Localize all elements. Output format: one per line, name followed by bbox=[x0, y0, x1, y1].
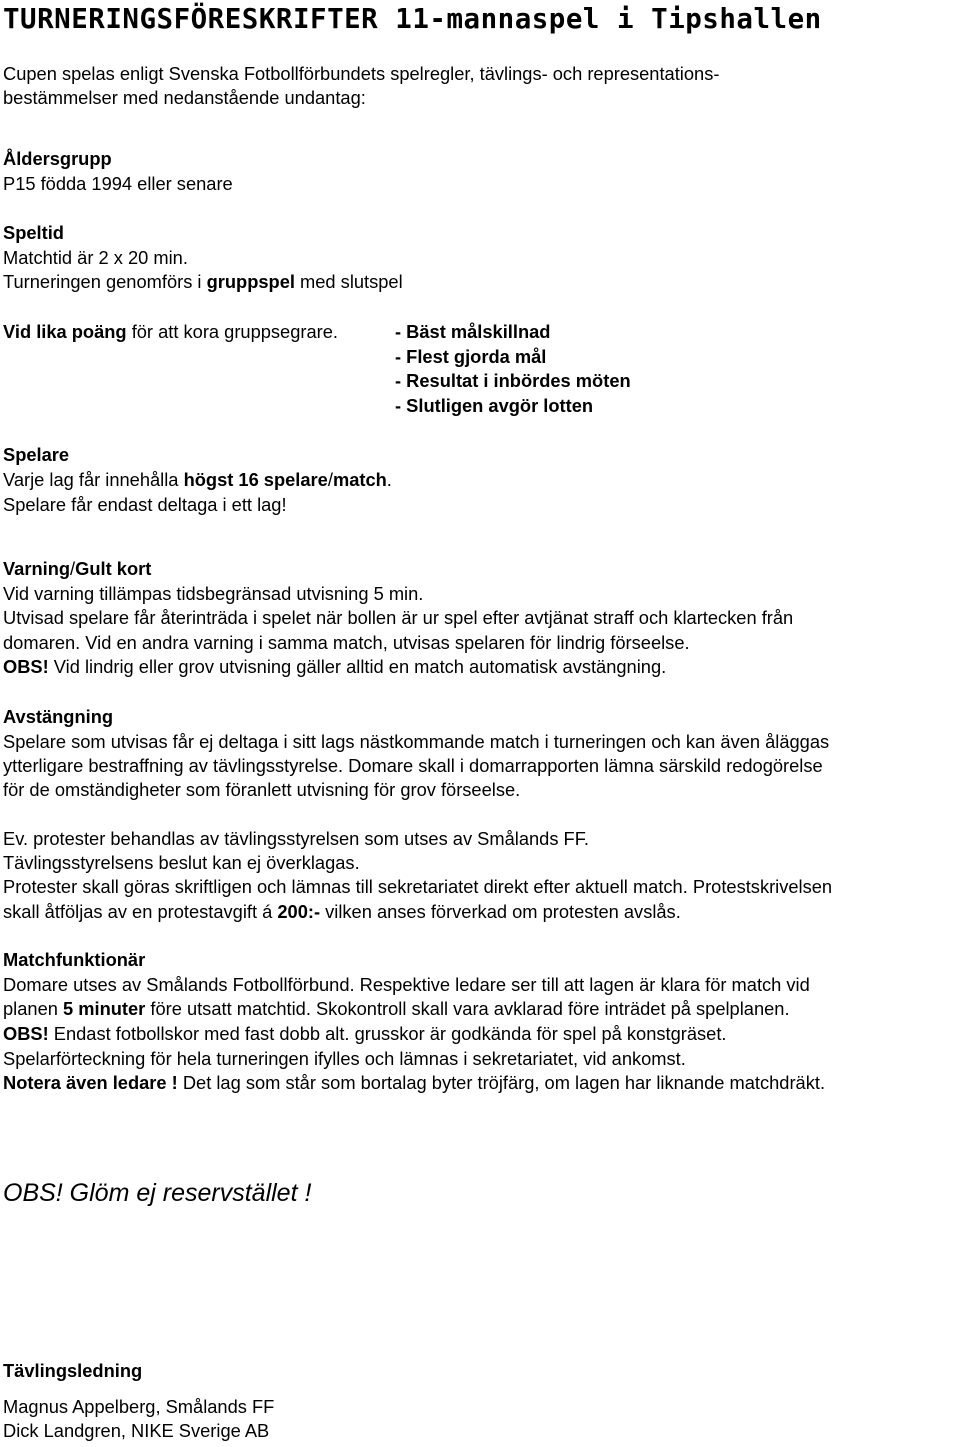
suspension-line-2: ytterligare bestraffning av tävlingsstyrelse. Domare skall i domarrapporten lämna särskild redogörelse bbox=[3, 755, 823, 776]
tiebreak-criterion: - Resultat i inbördes möten bbox=[395, 370, 631, 391]
tiebreak-criterion: - Slutligen avgör lotten bbox=[395, 395, 594, 416]
players-heading: Spelare bbox=[3, 444, 70, 465]
format-text: Turneringen genomförs i gruppspel med slutspel bbox=[3, 271, 403, 292]
officials-heading: Matchfunktionär bbox=[3, 949, 146, 970]
protests-line-1: Ev. protester behandlas av tävlingsstyrelsen som utses av Smålands FF. bbox=[3, 828, 589, 849]
officials-line-3: OBS! Endast fotbollskor med fast dobb alt. grusskor är godkända för spel på konstgräset. bbox=[3, 1023, 727, 1044]
warning-line-4: OBS! Vid lindrig eller grov utvisning gäller alltid en match automatisk avstängning. bbox=[3, 656, 667, 677]
age-heading: Åldersgrupp bbox=[3, 148, 112, 169]
protests-line-2: Tävlingsstyrelsens beslut kan ej överklagas. bbox=[3, 852, 360, 873]
suspension-line-3: för de omständigheter som föranlett utvisning för grov förseelse. bbox=[3, 779, 521, 800]
warning-line-3: domaren. Vid en andra varning i samma match, utvisas spelaren för lindrig förseelse. bbox=[3, 632, 690, 653]
protests-line-3: Protester skall göras skriftligen och lämnas till sekretariatet direkt efter aktuell match. Protestskrivelsen bbox=[3, 876, 833, 897]
age-text: P15 födda 1994 eller senare bbox=[3, 173, 233, 194]
officials-line-4: Spelarförteckning för hela turneringen ifylles och lämnas i sekretariatet, vid ankomst. bbox=[3, 1048, 686, 1069]
warning-line-1: Vid varning tillämpas tidsbegränsad utvisning 5 min. bbox=[3, 583, 424, 604]
players-one-team-text: Spelare får endast deltaga i ett lag! bbox=[3, 494, 287, 515]
players-limit-text: Varje lag får innehålla högst 16 spelare/match. bbox=[3, 469, 392, 490]
management-heading: Tävlingsledning bbox=[3, 1360, 143, 1381]
match-time-text: Matchtid är 2 x 20 min. bbox=[3, 247, 188, 268]
officials-line-2: planen 5 minuter före utsatt matchtid. Skokontroll skall vara avklarad före inträdet på spelplanen. bbox=[3, 998, 790, 1019]
suspension-heading: Avstängning bbox=[3, 706, 114, 727]
warning-heading: Varning/Gult kort bbox=[3, 558, 152, 579]
tiebreak-text: Vid lika poäng för att kora gruppsegrare. bbox=[3, 321, 338, 342]
protests-line-4: skall åtföljas av en protestavgift á 200:- vilken anses förverkad om protesten avslås. bbox=[3, 901, 681, 922]
intro-line-2: bestämmelser med nedanstående undantag: bbox=[3, 87, 366, 108]
page-title: TURNERINGSFÖRESKRIFTER 11-mannaspel i Tipshallen bbox=[3, 3, 822, 35]
warning-line-2: Utvisad spelare får återinträda i spelet när bollen är ur spel efter avtjänat straff och klartecken från bbox=[3, 607, 794, 628]
tiebreak-criterion: - Bäst målskillnad bbox=[395, 321, 551, 342]
time-heading: Speltid bbox=[3, 222, 64, 243]
suspension-line-1: Spelare som utvisas får ej deltaga i sitt lags nästkommande match i turneringen och kan även åläggas bbox=[3, 731, 830, 752]
intro-line-1: Cupen spelas enligt Svenska Fotbollförbundets spelregler, tävlings- och representations- bbox=[3, 63, 720, 84]
reserve-kit-reminder: OBS! Glöm ej reservstället ! bbox=[3, 1179, 312, 1207]
officials-line-1: Domare utses av Smålands Fotbollförbund. Respektive ledare ser till att lagen är klara för match vid bbox=[3, 974, 810, 995]
tiebreak-criterion: - Flest gjorda mål bbox=[395, 346, 547, 367]
management-person: Magnus Appelberg, Smålands FF bbox=[3, 1396, 275, 1417]
officials-line-5: Notera även ledare ! Det lag som står som bortalag byter tröjfärg, om lagen har liknande matchdräkt. bbox=[3, 1072, 826, 1093]
management-person: Dick Landgren, NIKE Sverige AB bbox=[3, 1420, 270, 1441]
